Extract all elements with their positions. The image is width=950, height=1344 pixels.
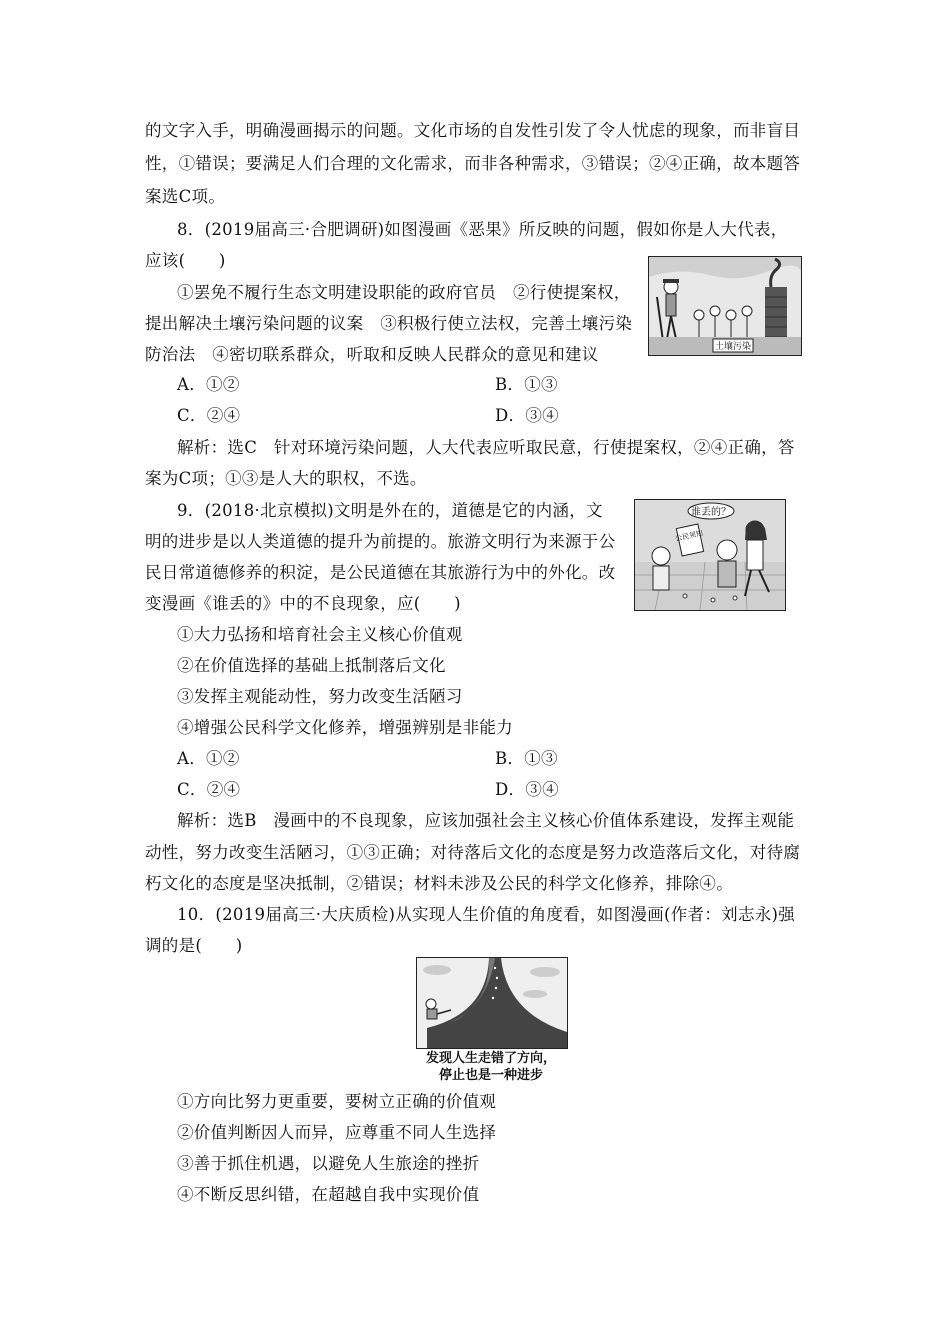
q10-caption: 发现人生走错了方向， — [425, 1051, 556, 1066]
text-line: 性，①错误；要满足人们合理的文化需求，而非各种需求，③错误；②④正确，故本题答 — [145, 154, 801, 173]
q8-option-b: B．①③ — [495, 375, 558, 394]
q8-option-d: D．③④ — [495, 406, 559, 425]
q9-analysis: 动性，努力改变生活陋习，①③正确；对待落后文化的态度是努力改造落后文化，对待腐 — [145, 843, 801, 862]
littering-cartoon-icon — [635, 500, 785, 610]
q9-option-3: ③发挥主观能动性，努力改变生活陋习 — [177, 687, 463, 706]
q8-cartoon-image — [648, 256, 802, 356]
q10-option-2: ②价值判断因人而异，应尊重不同人生选择 — [177, 1123, 497, 1142]
q9-analysis: 朽文化的态度是坚决抵制，②错误；材料未涉及公民的科学文化修养，排除④。 — [145, 874, 733, 893]
q8-options-text: ①罢免不履行生态文明建设职能的政府官员 ②行使提案权， — [177, 283, 631, 302]
q8-options-text: 提出解决土壤污染问题的议案 ③积极行使立法权，完善土壤污染 — [145, 314, 633, 333]
q9-option-a: A．①② — [177, 749, 240, 768]
q9-stem: 变漫画《谁丢的》中的不良现象，应( ) — [145, 594, 461, 613]
q10-cartoon-image — [416, 957, 568, 1049]
q9-option-4: ④增强公民科学文化修养，增强辨别是非能力 — [177, 718, 513, 737]
q8-analysis: 解析：选C 针对环境污染问题，人大代表应听取民意，行使提案权，②④正确，答 — [177, 438, 795, 457]
q9-option-c: C．②④ — [177, 780, 241, 799]
q8-stem: 应该( ) — [145, 251, 226, 270]
q8-option-a: A．①② — [177, 375, 240, 394]
q9-stem: 9．(2018·北京模拟)文明是外在的，道德是它的内涵，文 — [177, 501, 603, 520]
text-line: 的文字入手，明确漫画揭示的问题。文化市场的自发性引发了令人忧虑的现象，而非盲目 — [145, 121, 801, 140]
q10-stem: 调的是( ) — [145, 936, 243, 955]
pollution-cartoon-icon — [649, 257, 801, 355]
q10-stem: 10．(2019届高三·大庆质检)从实现人生价值的角度看，如图漫画(作者：刘志永)强 — [177, 905, 796, 924]
q8-options-text: 防治法 ④密切联系群众，听取和反映人民群众的意见和建议 — [145, 345, 599, 364]
q10-option-1: ①方向比努力更重要，要树立正确的价值观 — [177, 1092, 497, 1111]
mountain-cartoon-icon — [417, 958, 567, 1048]
q8-stem: 8．(2019届高三·合肥调研)如图漫画《恶果》所反映的问题，假如你是人大代表， — [177, 220, 788, 239]
q10-option-3: ③善于抓住机遇，以避免人生旅途的挫折 — [177, 1154, 480, 1173]
q8-option-c: C．②④ — [177, 406, 241, 425]
q9-stem: 民日常道德修养的积淀，是公民道德在其旅游行为中的外化。改 — [145, 563, 616, 582]
pollution-label: 土壤污染 — [714, 342, 752, 352]
q9-stem: 明的进步是以人类道德的提升为前提的。旅游文明行为来源于公 — [145, 532, 616, 551]
q9-option-d: D．③④ — [495, 780, 559, 799]
sign-text: 公民须知 — [674, 529, 704, 543]
q9-option-b: B．①③ — [495, 749, 558, 768]
bubble-text: 谁丢的？ — [691, 507, 731, 518]
q8-analysis: 案为C项；①③是人大的职权，不选。 — [145, 469, 427, 488]
text-line: 案选C项。 — [145, 187, 226, 206]
q9-analysis: 解析：选B 漫画中的不良现象，应该加强社会主义核心价值体系建设，发挥主观能 — [177, 811, 795, 830]
q9-cartoon-image — [634, 499, 786, 611]
q9-option-1: ①大力弘扬和培育社会主义核心价值观 — [177, 625, 463, 644]
q9-option-2: ②在价值选择的基础上抵制落后文化 — [177, 656, 446, 675]
q10-option-4: ④不断反思纠错，在超越自我中实现价值 — [177, 1185, 480, 1204]
q10-caption: 停止也是一种进步 — [438, 1068, 543, 1083]
